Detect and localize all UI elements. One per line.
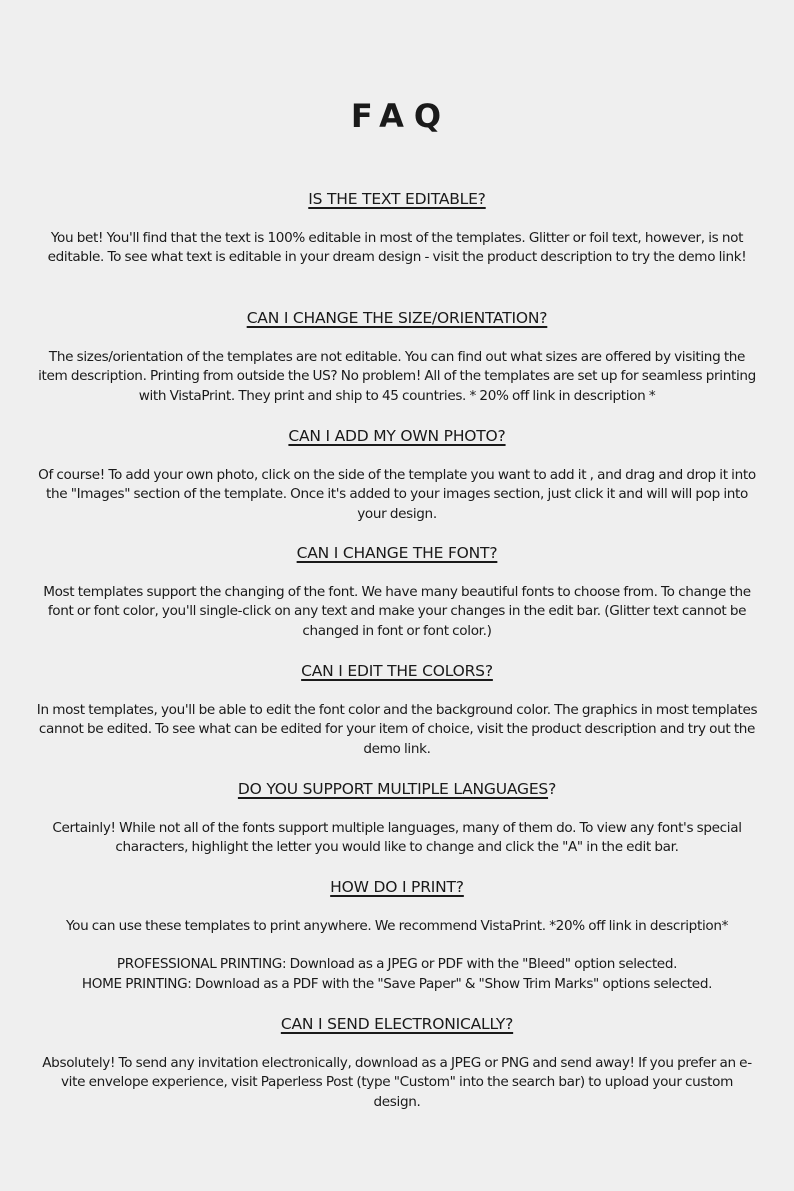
faq-question bbox=[36, 307, 758, 329]
faq-answer: Absolutely! To send any invitation electronically, download as a JPEG or PNG and send away! If you prefer an e-vite envelope experience, visit Paperless Post (type "Custom" into the search bar) to upload your custom design. bbox=[42, 1055, 752, 1110]
faq-item-text-editable bbox=[36, 188, 758, 268]
faq-question-text: IS THE TEXT EDITABLE? bbox=[308, 190, 486, 208]
faq-question-text: CAN I SEND ELECTRONICALLY? bbox=[280, 1015, 514, 1033]
faq-question bbox=[36, 425, 758, 447]
faq-question-text: CAN I CHANGE THE SIZE/ORIENTATION? bbox=[246, 309, 548, 327]
faq-question-text: CAN I CHANGE THE FONT? bbox=[296, 544, 498, 562]
faq-question bbox=[36, 542, 758, 564]
faq-question bbox=[36, 778, 758, 800]
page-title: FAQ bbox=[350, 97, 452, 135]
faq-item-change-font bbox=[36, 542, 758, 641]
faq-answer: Certainly! While not all of the fonts support multiple languages, many of them do. To view any font's special characters, highlight the letter you would like to change and click the "A" in the edit bar. bbox=[52, 820, 742, 856]
faq-answer: Most templates support the changing of the font. We have many beautiful fonts to choose from. To change the font or font color, you'll single-click on any text and make your changes in the edit bar. (Glitter text cannot be changed in font or font color.) bbox=[43, 584, 751, 639]
faq-question-text: DO YOU SUPPORT MULTIPLE LANGUAGES bbox=[237, 780, 549, 798]
faq-answer: You bet! You'll find that the text is 100% editable in most of the templates. Glitter or foil text, however, is not editable. To see what text is editable in your dream design - visit the product description to try the demo link! bbox=[47, 230, 747, 266]
faq-item-print bbox=[36, 876, 758, 994]
faq-answer: In most templates, you'll be able to edit the font color and the background color. The graphics in most templates cannot be edited. To see what can be edited for your item of choice, visit the product description and try out the demo link. bbox=[36, 702, 758, 757]
faq-answer-home-printing: HOME PRINTING: Download as a PDF with the "Save Paper" & "Show Trim Marks" options selected. bbox=[81, 975, 713, 992]
faq-answer: The sizes/orientation of the templates are not editable. You can find out what sizes are offered by visiting the item description. Printing from outside the US? No problem! All of the templates are set up for seamless printing with VistaPrint. They print and ship to 45 countries. * 20% off link in description * bbox=[38, 349, 756, 404]
faq-answer: You can use these templates to print anywhere. We recommend VistaPrint. *20% off link in description* bbox=[65, 918, 729, 934]
faq-question bbox=[36, 660, 758, 682]
faq-item-size-orientation bbox=[36, 307, 758, 406]
faq-answer: Of course! To add your own photo, click on the side of the template you want to add it , and drag and drop it into the "Images" section of the template. Once it's added to your images section, just click it and will will pop into your design. bbox=[38, 467, 756, 522]
faq-question bbox=[36, 876, 758, 898]
faq-question bbox=[36, 188, 758, 210]
faq-item-send-electronically bbox=[36, 1013, 758, 1112]
faq-item-languages bbox=[36, 778, 758, 858]
faq-question-text: HOW DO I PRINT? bbox=[330, 878, 464, 896]
faq-question-suffix: ? bbox=[548, 780, 557, 798]
faq-question-text: CAN I EDIT THE COLORS? bbox=[301, 662, 493, 680]
faq-question-text: CAN I ADD MY OWN PHOTO? bbox=[288, 427, 506, 445]
faq-question bbox=[36, 1013, 758, 1035]
faq-item-own-photo bbox=[36, 425, 758, 524]
faq-item-edit-colors bbox=[36, 660, 758, 759]
faq-answer-professional-printing: PROFESSIONAL PRINTING: Download as a JPEG or PDF with the "Bleed" option selected. bbox=[116, 956, 678, 973]
